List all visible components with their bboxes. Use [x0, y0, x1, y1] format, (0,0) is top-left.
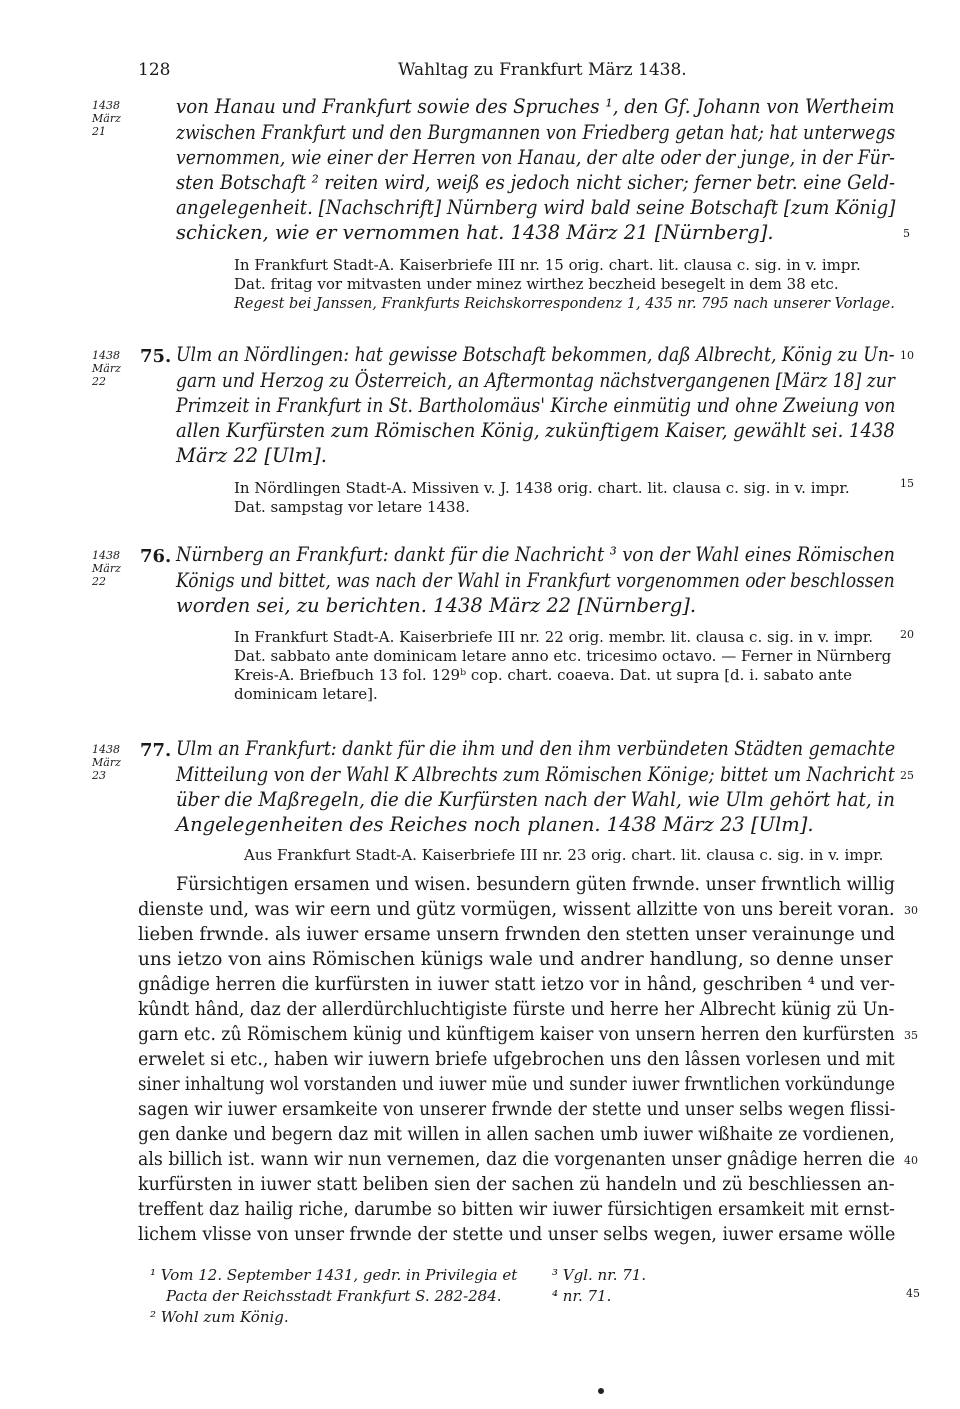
- text-line: von Hanau und Frankfurt sowie des Spruches ¹, den Gf. Johann von Wertheim: [176, 95, 895, 118]
- source-line: Aus Frankfurt Stadt-A. Kaiserbriefe III nr. 23 orig. chart. lit. clausa c. sig. in v. impr.: [244, 846, 884, 864]
- letter-line: Fürsichtigen ersamen und wisen. besundern güten frwnde. unser frwntlich willig: [176, 874, 895, 895]
- margin-date-77: 1438 März 23: [92, 743, 121, 782]
- ink-speck: [598, 1388, 604, 1394]
- letter-line: uns ietzo von ains Römischen künigs wale und andrer handlung, so denne unser: [138, 949, 893, 970]
- line-number: 35: [904, 1029, 918, 1042]
- line-number: 45: [906, 1287, 920, 1300]
- letter-line: lichem vlisse von unser frwnde der stette und unser selbs wegen, iuwer ersame wölle: [138, 1224, 896, 1245]
- letter-line: als billich ist. wann wir nun vernemen, daz die vorgenanten unser gnâdige herren die: [138, 1149, 896, 1170]
- text-line: Primzeit in Frankfurt in St. Bartholomäus' Kirche einmütig und ohne Zweiung von: [176, 394, 896, 417]
- source-line: Dat. sabbato ante dominicam letare anno etc. tricesimo octavo. — Ferner in Nürnberg: [234, 647, 892, 665]
- source-line: Regest bei Janssen, Frankfurts Reichskorrespondenz 1, 435 nr. 795 nach unserer Vorlage.: [234, 294, 895, 312]
- running-head: Wahltag zu Frankfurt März 1438.: [398, 60, 687, 80]
- source-line: dominicam letare].: [234, 685, 378, 703]
- source-line: Kreis-A. Briefbuch 13 fol. 129ᵇ cop. chart. coaeva. Dat. ut supra [d. i. sabato ante: [234, 666, 853, 684]
- text-line: worden sei, zu berichten. 1438 März 22 [Nürnberg].: [176, 594, 697, 617]
- text-line: vernommen, wie einer der Herren von Hanau, der alte oder der junge, in der Für-: [176, 146, 895, 169]
- letter-line: gnâdige herren die kurfürsten in iuwer statt ietzo vor in hând, geschriben ⁴ und ver-: [138, 974, 895, 995]
- text-line: allen Kurfürsten zum Römischen König, zukünftigem Kaiser, gewählt sei. 1438: [176, 419, 895, 442]
- source-line: In Frankfurt Stadt-A. Kaiserbriefe III nr. 15 orig. chart. lit. clausa c. sig. in v. impr.: [234, 256, 861, 274]
- letter-line: sagen wir iuwer ersamkeite von unserer frwnde der stette und unser selbs wegen flissi-: [138, 1099, 896, 1120]
- letter-line: kûndt hând, daz der allerdürchluchtigiste fürste und herre her Albrecht künig zü Un-: [138, 999, 895, 1020]
- line-number: 10: [900, 349, 914, 362]
- footnote: ² Wohl zum König.: [150, 1308, 289, 1326]
- text-line: Nürnberg an Frankfurt: dankt für die Nachricht ³ von der Wahl eines Römischen: [176, 543, 895, 566]
- text-line: Ulm an Frankfurt: dankt für die ihm und den ihm verbündeten Städten gemachte: [176, 737, 896, 760]
- source-line: In Frankfurt Stadt-A. Kaiserbriefe III nr. 22 orig. membr. lit. clausa c. sig. in v. impr.: [234, 628, 874, 646]
- entry-number-75: 75.: [140, 346, 172, 367]
- line-number: 15: [900, 477, 914, 490]
- text-line: garn und Herzog zu Österreich, an Aftermontag nächstvergangenen [März 18] zur: [176, 369, 895, 392]
- margin-date-76: 1438 März 22: [92, 549, 121, 588]
- footnote: ³ Vgl. nr. 71.: [552, 1266, 647, 1284]
- letter-line: erwelet si etc., haben wir iuwern briefe ufgebrochen uns den lâssen vorlesen und mit: [138, 1049, 895, 1070]
- letter-line: treffent daz hailig riche, darumbe so bitten wir iuwer fürsichtigen ersamkeit mit ernst-: [138, 1199, 895, 1220]
- entry-number-76: 76.: [140, 546, 172, 567]
- text-line: sten Botschaft ² reiten wird, weiß es jedoch nicht sicher; ferner betr. eine Geld-: [176, 171, 896, 194]
- line-number: 5: [903, 227, 910, 240]
- line-number: 25: [900, 769, 914, 782]
- entry-number-77: 77.: [140, 740, 172, 761]
- line-number: 30: [904, 904, 918, 917]
- margin-date-75: 1438 März 22: [92, 349, 121, 388]
- source-line: Dat. sampstag vor letare 1438.: [234, 498, 470, 516]
- line-number: 40: [904, 1154, 918, 1167]
- footnote: ⁴ nr. 71.: [552, 1287, 612, 1305]
- text-line: Angelegenheiten des Reiches noch planen. 1438 März 23 [Ulm].: [176, 813, 814, 836]
- text-line: Mitteilung von der Wahl K Albrechts zum Römischen Könige; bittet um Nachricht: [176, 763, 895, 786]
- source-line: Dat. fritag vor mitvasten under minez wirthez beczheid besegelt in dem 38 etc.: [234, 275, 839, 293]
- letter-line: gen danke und begern daz mit willen in allen sachen umb iuwer wißhaite ze vordienen,: [138, 1124, 895, 1145]
- source-line: In Nördlingen Stadt-A. Missiven v. J. 1438 orig. chart. lit. clausa c. sig. in v. impr.: [234, 479, 850, 497]
- text-line: Ulm an Nördlingen: hat gewisse Botschaft bekommen, daß Albrecht, König zu Un-: [176, 343, 895, 366]
- letter-line: garn etc. zû Römischem künig und künftigem kaiser von unsern herren den kurfürsten: [138, 1024, 895, 1045]
- footnote: Pacta der Reichsstadt Frankfurt S. 282-284.: [166, 1287, 502, 1305]
- letter-line: lieben frwnde. als iuwer ersame unsern frwnden den stetten unser verainunge und: [138, 924, 896, 945]
- letter-line: siner inhaltung wol vorstanden und iuwer müe und sunder iuwer frwntlichen vorkündunge: [138, 1074, 895, 1095]
- text-line: zwischen Frankfurt und den Burgmannen von Friedberg getan hat; hat unterwegs: [176, 121, 896, 144]
- letter-line: dienste und, was wir eern und gütz vormügen, wissent allzitte von uns bereit voran.: [138, 899, 895, 920]
- margin-date-top: 1438 März 21: [92, 99, 121, 138]
- text-line: angelegenheit. [Nachschrift] Nürnberg wird bald seine Botschaft [zum König]: [176, 196, 896, 219]
- line-number: 20: [900, 628, 914, 641]
- text-line: Königs und bittet, was nach der Wahl in Frankfurt vorgenommen oder beschlossen: [176, 569, 895, 592]
- page-number: 128: [138, 60, 171, 80]
- text-line: schicken, wie er vernommen hat. 1438 März 21 [Nürnberg].: [176, 221, 774, 244]
- text-line: über die Maßregeln, die die Kurfürsten nach der Wahl, wie Ulm gehört hat, in: [176, 788, 895, 811]
- text-line: März 22 [Ulm].: [176, 444, 327, 467]
- footnote: ¹ Vom 12. September 1431, gedr. in Privilegia et: [150, 1266, 518, 1284]
- letter-line: kurfürsten in iuwer statt beliben sien der sachen zü handeln und zü beschliessen an-: [138, 1174, 895, 1195]
